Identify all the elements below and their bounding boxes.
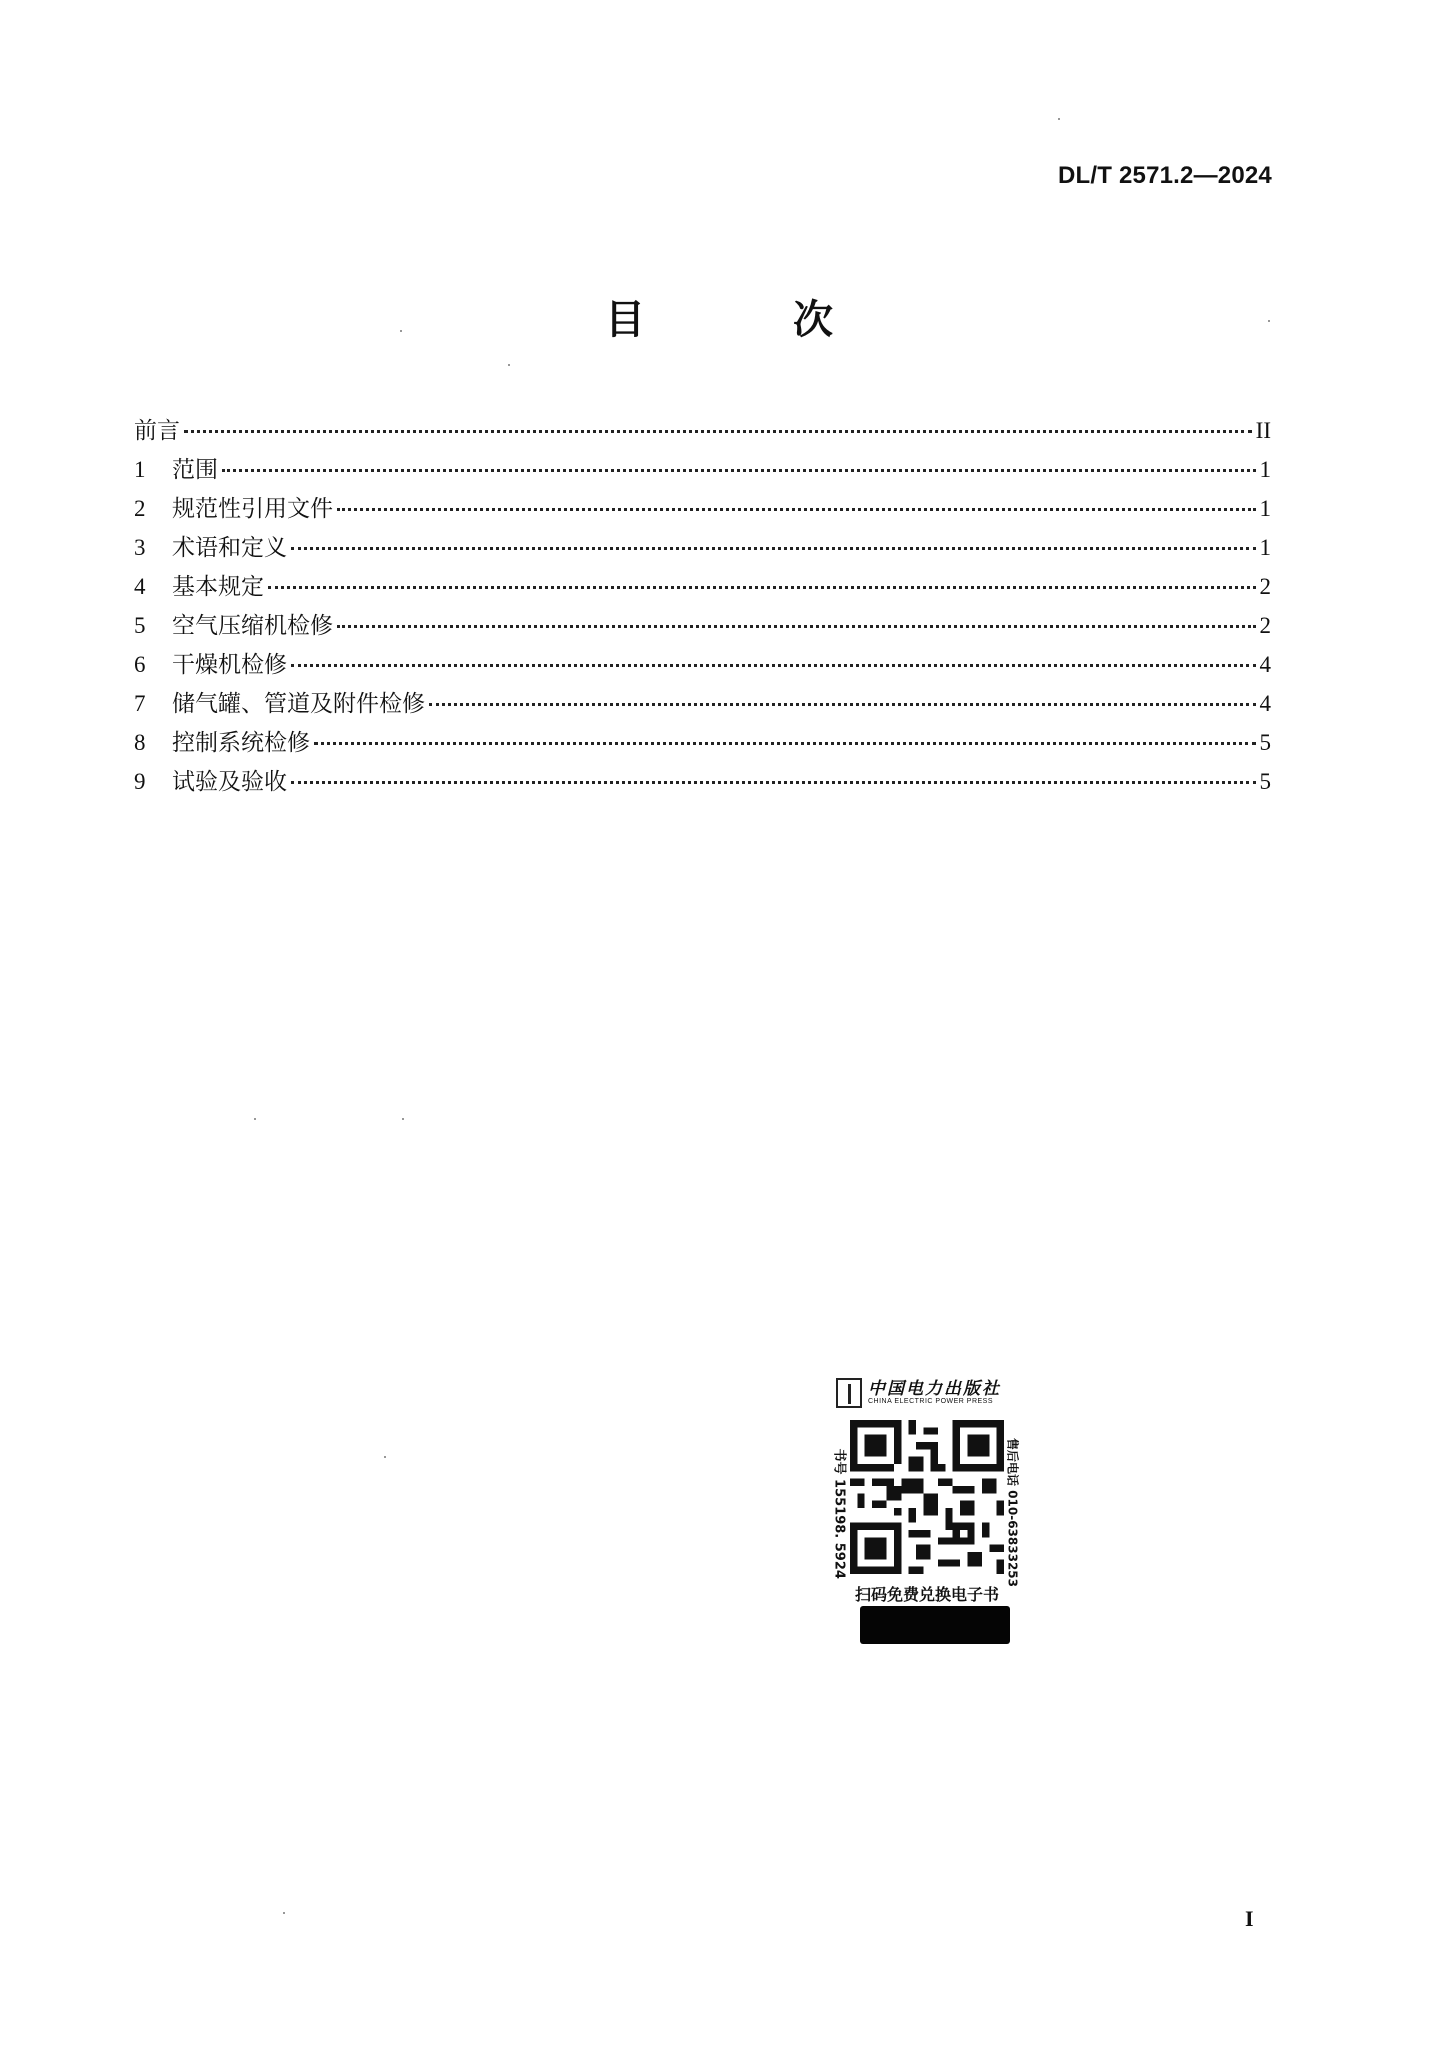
book-number: 书号 155198. 5924	[831, 1448, 847, 1579]
scan-speck	[402, 1118, 404, 1120]
toc-entry-number: 8	[134, 730, 146, 755]
toc-entry-title: 术语和定义	[172, 535, 287, 561]
toc-dot-leader	[291, 547, 1256, 550]
toc-entry-number: 9	[134, 769, 146, 794]
toc-entry-title: 空气压缩机检修	[172, 613, 333, 639]
publisher-name: 中国电力出版社	[868, 1379, 1001, 1399]
toc-entry-page: 5	[1259, 769, 1271, 794]
toc-dot-leader	[314, 742, 1256, 745]
toc-entry-page: 2	[1259, 574, 1271, 599]
toc-entry-number: 2	[134, 496, 146, 521]
toc-title: 目 次	[605, 297, 887, 343]
toc-entry[interactable]	[134, 763, 1271, 802]
toc-entry[interactable]	[134, 451, 1271, 490]
toc-entry-number: 5	[134, 613, 146, 638]
toc-entry[interactable]	[134, 568, 1271, 607]
publisher-emblem-icon	[836, 1378, 862, 1408]
toc-entry[interactable]	[134, 646, 1271, 685]
toc-entry-number: 4	[134, 574, 146, 599]
toc-entry-page: 4	[1259, 652, 1271, 677]
toc-dot-leader	[291, 664, 1256, 667]
toc-entry-page: 4	[1259, 691, 1271, 716]
scan-speck	[400, 330, 402, 332]
toc-dot-leader	[337, 625, 1256, 628]
toc-entry[interactable]	[134, 607, 1271, 646]
service-phone: 售后电话 010-63833253	[1005, 1437, 1020, 1587]
toc-entry-title: 前言	[134, 418, 180, 444]
scan-speck	[1058, 118, 1060, 120]
scan-speck	[1268, 320, 1270, 322]
toc-entry-number: 1	[134, 457, 146, 482]
toc-dot-leader	[184, 430, 1252, 433]
toc-entry-page: 1	[1259, 535, 1271, 560]
toc-entry[interactable]	[134, 724, 1271, 763]
qr-caption: 扫码免费兑换电子书	[854, 1585, 999, 1604]
toc-entry[interactable]	[134, 412, 1271, 451]
scan-speck	[283, 1912, 285, 1914]
toc-dot-leader	[429, 703, 1256, 706]
table-of-contents	[134, 412, 1271, 802]
redacted-code-bar	[860, 1606, 1010, 1644]
standard-code: DL/T 2571.2—2024	[1058, 162, 1272, 189]
toc-dot-leader	[337, 508, 1256, 511]
toc-dot-leader	[268, 586, 1256, 589]
toc-entry-page: 1	[1259, 457, 1271, 482]
toc-entry[interactable]	[134, 529, 1271, 568]
toc-entry-number: 3	[134, 535, 146, 560]
toc-entry-title: 基本规定	[172, 574, 264, 600]
toc-entry-page: 2	[1259, 613, 1271, 638]
toc-entry-title: 范围	[172, 457, 218, 483]
page-number: I	[1245, 1906, 1254, 1931]
toc-entry[interactable]	[134, 685, 1271, 724]
toc-entry-number: 7	[134, 691, 146, 716]
ebook-qr-sticker	[826, 1374, 1026, 1644]
toc-entry-title: 规范性引用文件	[172, 496, 333, 522]
toc-dot-leader	[222, 469, 1256, 472]
scan-speck	[254, 1118, 256, 1120]
scan-speck	[384, 1456, 386, 1458]
toc-entry[interactable]	[134, 490, 1271, 529]
toc-entry-number: 6	[134, 652, 146, 677]
publisher-name-english: CHINA ELECTRIC POWER PRESS	[868, 1398, 994, 1405]
toc-entry-title: 试验及验收	[172, 769, 287, 795]
toc-entry-page: 1	[1259, 496, 1271, 521]
toc-entry-title: 干燥机检修	[172, 652, 287, 678]
qr-code[interactable]	[850, 1420, 1004, 1574]
toc-entry-title: 储气罐、管道及附件检修	[172, 691, 425, 717]
toc-entry-page: II	[1255, 418, 1271, 443]
publisher-logo	[836, 1374, 1021, 1414]
toc-dot-leader	[291, 781, 1256, 784]
scan-speck	[508, 364, 510, 366]
toc-entry-title: 控制系统检修	[172, 730, 310, 756]
toc-entry-page: 5	[1259, 730, 1271, 755]
